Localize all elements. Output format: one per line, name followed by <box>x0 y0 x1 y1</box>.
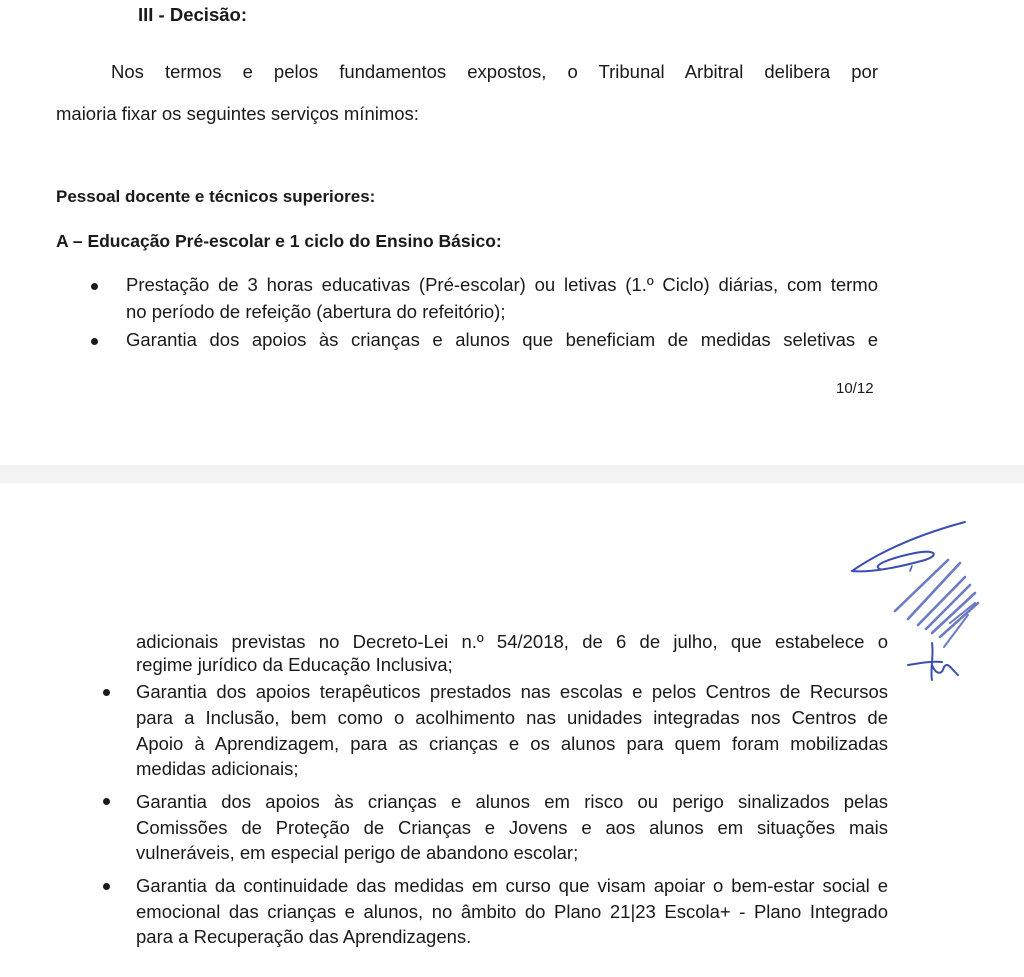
section-heading: III - Decisão: <box>138 4 247 25</box>
page-separator <box>0 465 1024 483</box>
bullet-icon <box>91 283 98 290</box>
continuation-line: adicionais previstas no Decreto-Lei n.º 54/2018, de 6 de julho, que estabelece o <box>136 631 888 652</box>
bullet-icon <box>103 798 110 805</box>
list-item-line: Garantia da continuidade das medidas em curso que visam apoiar o bem-estar social e <box>136 875 888 896</box>
bullet-icon <box>91 338 98 345</box>
list-item-line: emocional das crianças e alunos, no âmbito do Plano 21|23 Escola+ - Plano Integrado <box>136 901 888 922</box>
intro-paragraph-line: Nos termos e pelos fundamentos expostos, o Tribunal Arbitral delibera por <box>111 61 878 82</box>
bullet-icon <box>103 883 110 890</box>
list-item-line: Prestação de 3 horas educativas (Pré-escolar) ou letivas (1.º Ciclo) diárias, com termo <box>126 274 878 295</box>
list-item-line: para a Recuperação das Aprendizagens. <box>136 926 472 947</box>
subheading: Pessoal docente e técnicos superiores: <box>56 187 376 206</box>
bullet-icon <box>103 689 110 696</box>
list-item-line: Apoio à Aprendizagem, para as crianças e os alunos para quem foram mobilizadas <box>136 733 888 754</box>
list-item-line: Comissões de Proteção de Crianças e Jovens e aos alunos em situações mais <box>136 817 888 838</box>
list-item-line: vulneráveis, em especial perigo de abandono escolar; <box>136 842 579 863</box>
list-item-line: medidas adicionais; <box>136 758 299 779</box>
subsection-heading: A – Educação Pré-escolar e 1 ciclo do Ensino Básico: <box>56 231 502 251</box>
continuation-line: regime jurídico da Educação Inclusiva; <box>136 654 453 675</box>
page-number: 10/12 <box>836 380 874 397</box>
intro-paragraph-line: maioria fixar os seguintes serviços mínimos: <box>56 103 419 124</box>
list-item-line: Garantia dos apoios às crianças e alunos em risco ou perigo sinalizados pelas <box>136 791 888 812</box>
list-item-line: no período de refeição (abertura do refeitório); <box>126 301 506 322</box>
list-item-line: para a Inclusão, bem como o acolhimento nas unidades integradas nos Centros de <box>136 707 888 728</box>
document-page-10 <box>0 0 1024 465</box>
list-item-line: Garantia dos apoios às crianças e alunos que beneficiam de medidas seletivas e <box>126 329 878 350</box>
list-item-line: Garantia dos apoios terapêuticos prestados nas escolas e pelos Centros de Recursos <box>136 681 888 702</box>
signature-initials <box>840 515 1015 695</box>
